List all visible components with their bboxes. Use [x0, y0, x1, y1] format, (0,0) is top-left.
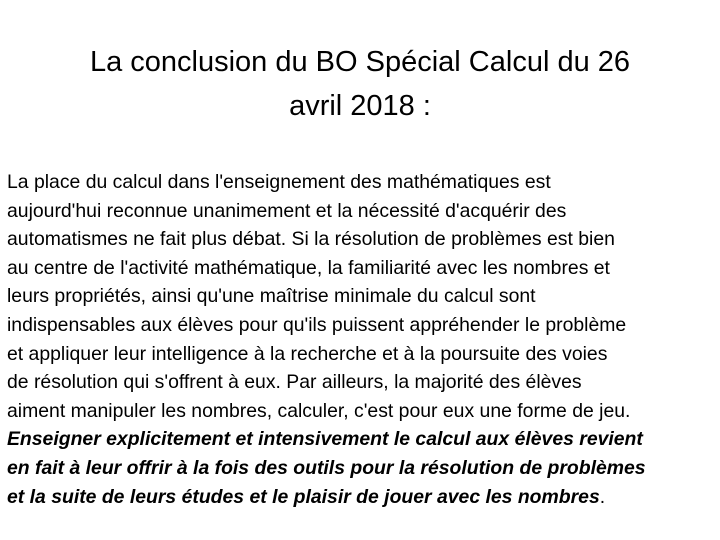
emphasis-line: et la suite de leurs études et le plaisir de jouer avec les nombres	[7, 485, 600, 508]
body-line: de résolution qui s'offrent à eux. Par ailleurs, la majorité des élèves	[7, 371, 582, 394]
emphasis-line: en fait à leur offrir à la fois des outils pour la résolution de problèmes	[7, 456, 646, 479]
emphasis-last-line-wrapper	[7, 483, 719, 512]
body-line: au centre de l'activité mathématique, la familiarité avec les nombres et	[7, 256, 610, 279]
body-line: aiment manipuler les nombres, calculer, c'est pour eux une forme de jeu.	[7, 399, 631, 422]
body-line: La place du calcul dans l'enseignement des mathématiques est	[7, 171, 551, 193]
title-line: avril 2018 :	[289, 90, 431, 122]
title-line: La conclusion du BO Spécial Calcul du 26	[89, 46, 631, 78]
body-line: et appliquer leur intelligence à la recherche et à la poursuite des voies	[7, 342, 608, 365]
emphasis-line: Enseigner explicitement et intensivement le calcul aux élèves revient	[7, 428, 643, 451]
body-line: aujourd'hui reconnue unanimement et la nécessité d'acquérir des	[7, 199, 567, 222]
body-line: automatismes ne fait plus débat. Si la résolution de problèmes est bien	[7, 228, 615, 251]
final-period: .	[599, 485, 606, 508]
slide-title	[20, 40, 700, 128]
body-line: indispensables aux élèves pour qu'ils puissent appréhender le problème	[7, 313, 627, 336]
slide-body	[7, 168, 719, 511]
body-line: leurs propriétés, ainsi qu'une maîtrise minimale du calcul sont	[7, 285, 536, 308]
